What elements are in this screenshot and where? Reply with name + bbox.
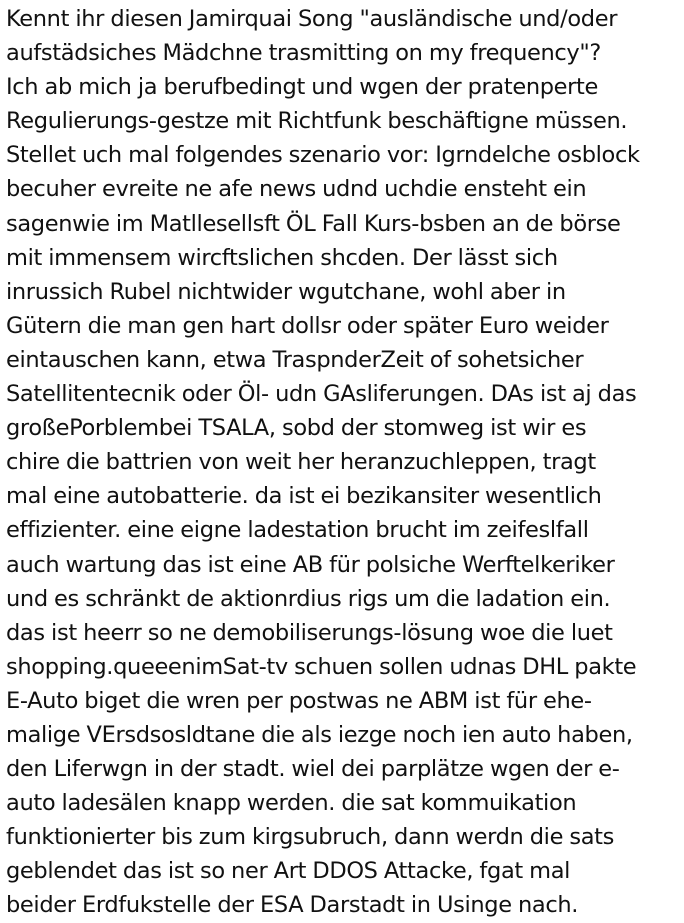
text-line-9: inrussich Rubel nichtwider wgutchane, wohl aber in [6,278,566,305]
text-line-27: beider Erdfukstelle der ESA Darstadt in Usinge nach. [6,892,579,919]
text-line-11: eintauschen kann, etwa TraspnderZeit of sohetsicher [6,346,584,373]
text-line-23: den Liferwgn in der stadt. wiel dei parplätze wgen der e- [6,756,620,783]
text-line-26: geblendet das ist so ner Art DDOS Attacke, fgat mal [6,858,571,885]
text-line-24: auto ladesälen knapp werden. die sat kommuikation [6,790,577,817]
text-line-2: aufstädsiches Mädchne trasmitting on my frequency"? [6,40,601,67]
text-line-18: und es schränkt de aktionrdius rigs um die ladation ein. [6,585,611,612]
text-line-4: Regulierungs-gestze mit Richtfunk beschäftigne müssen. [6,108,628,135]
text-line-1: Kennt ihr diesen Jamirquai Song "ausländische und/oder [6,6,618,32]
text-line-6: becuher evreite ne afe news udnd uchdie ensteht ein [6,176,587,203]
text-line-8: mit immensem wircftslichen shcden. Der lässt sich [6,244,558,271]
text-line-20: shopping.queeenimSat-tv schuen sollen udnas DHL pakte [6,653,637,680]
text-line-3: Ich ab mich ja berufbedingt und wgen der pratenperte [6,74,599,101]
text-line-15: mal eine autobatterie. da ist ei bezikansiter wesentlich [6,483,602,510]
text-line-25: funktionierter bis zum kirgsubruch, dann werdn die sats [6,824,615,851]
text-line-17: auch wartung das ist eine AB für polsiche Werftelkeriker [6,551,615,578]
text-line-22: malige VErsdsosldtane die als iezge noch ien auto haben, [6,721,633,748]
text-line-21: E-Auto biget die wren per postwas ne ABM ist für ehe- [6,687,592,714]
document-body [6,2,682,923]
text-line-7: sagenwie im Matllesellsft ÖL Fall Kurs-bsben an de börse [6,210,621,237]
text-line-16: effizienter. eine eigne ladestation brucht im zeifeslfall [6,517,589,544]
text-line-19: das ist heerr so ne demobiliserungs-lösung woe die luet [6,619,613,646]
text-line-13: großePorblembei TSALA, sobd der stomweg ist wir es [6,415,587,442]
text-line-5: Stellet uch mal folgendes szenario vor: Igrndelche osblock [6,142,640,169]
text-line-14: chire die battrien von weit her heranzuchleppen, tragt [6,449,596,476]
text-line-10: Gütern die man gen hart dollsr oder später Euro weider [6,312,609,339]
text-line-12: Satellitentecnik oder Öl- udn GAsliferungen. DAs ist aj das [6,381,637,408]
